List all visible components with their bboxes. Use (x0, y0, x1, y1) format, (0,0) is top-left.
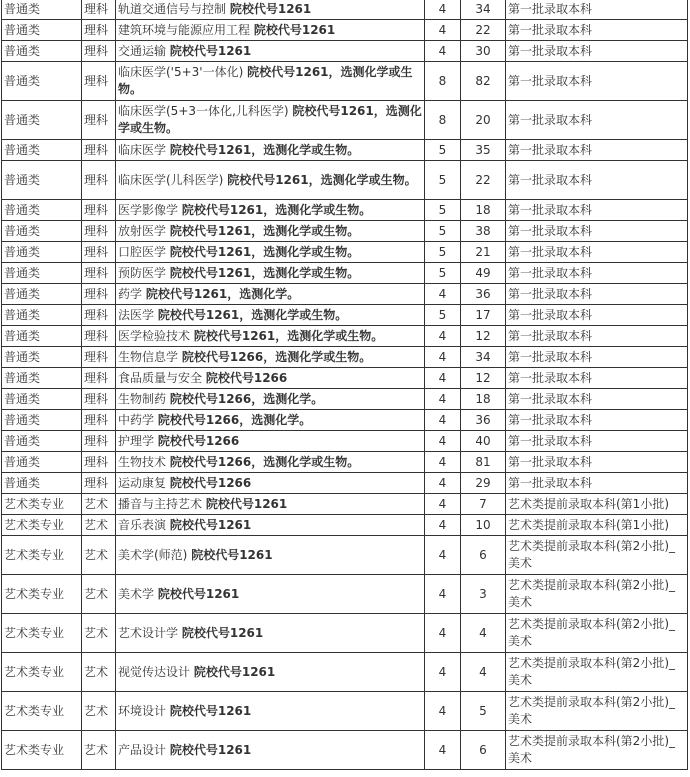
batch-cell: 艺术类提前录取本科(第2小批)_美术 (506, 692, 688, 731)
major-name: 交通运输 (118, 43, 167, 58)
subject-cell: 理科 (82, 200, 116, 221)
batch-cell: 第一批录取本科 (506, 62, 688, 101)
table-row (2, 161, 688, 200)
batch-cell: 第一批录取本科 (506, 140, 688, 161)
major-cell (116, 473, 425, 494)
major-note: 院校代号1261，选测化学或生物。 (181, 202, 372, 217)
major-note: 院校代号1261 (191, 547, 273, 562)
major-cell (116, 326, 425, 347)
plan-count-cell: 10 (461, 515, 506, 536)
category-cell: 普通类 (2, 389, 82, 410)
years-cell: 4 (425, 473, 461, 494)
major-name: 运动康复 (118, 475, 167, 490)
batch-cell: 艺术类提前录取本科(第2小批)_美术 (506, 731, 688, 770)
batch-cell: 第一批录取本科 (506, 431, 688, 452)
category-cell: 普通类 (2, 161, 82, 200)
batch-cell: 第一批录取本科 (506, 200, 688, 221)
plan-count-cell: 18 (461, 200, 506, 221)
major-note: 院校代号1261 (229, 1, 312, 16)
major-note: 院校代号1261 (193, 664, 276, 679)
major-note: 院校代号1261，选测化学或生物。 (227, 172, 417, 187)
major-note: 院校代号1261，选测化学。 (145, 286, 300, 301)
subject-cell: 理科 (82, 410, 116, 431)
major-name: 生物信息学 (118, 349, 179, 364)
category-cell: 普通类 (2, 140, 82, 161)
major-name: 产品设计 (118, 742, 167, 757)
major-cell (116, 101, 425, 140)
batch-cell: 第一批录取本科 (506, 347, 688, 368)
major-note: 院校代号1261 (181, 625, 264, 640)
table-row (2, 263, 688, 284)
batch-cell: 第一批录取本科 (506, 242, 688, 263)
years-cell: 4 (425, 692, 461, 731)
plan-count-cell: 22 (461, 161, 506, 200)
batch-cell: 艺术类提前录取本科(第1小批) (506, 494, 688, 515)
major-cell (116, 305, 425, 326)
years-cell: 4 (425, 575, 461, 614)
subject-cell: 艺术 (82, 692, 116, 731)
years-cell: 4 (425, 431, 461, 452)
major-note: 院校代号1261，选测化学或生物。 (193, 328, 384, 343)
plan-count-cell: 18 (461, 389, 506, 410)
plan-count-cell: 12 (461, 326, 506, 347)
subject-cell: 理科 (82, 263, 116, 284)
category-cell: 普通类 (2, 221, 82, 242)
batch-cell: 第一批录取本科 (506, 101, 688, 140)
major-cell (116, 140, 425, 161)
years-cell: 8 (425, 62, 461, 101)
major-name: 护理学 (118, 433, 155, 448)
batch-cell: 第一批录取本科 (506, 41, 688, 62)
major-note: 院校代号1261 (157, 586, 240, 601)
years-cell: 4 (425, 20, 461, 41)
batch-cell: 第一批录取本科 (506, 284, 688, 305)
table-row (2, 41, 688, 62)
major-note: 院校代号1261，选测化学或生物。 (169, 223, 360, 238)
major-name: 预防医学 (118, 265, 167, 280)
batch-cell: 第一批录取本科 (506, 452, 688, 473)
major-cell (116, 653, 425, 692)
major-note: 院校代号1266，选测化学或生物。 (181, 349, 372, 364)
subject-cell: 理科 (82, 161, 116, 200)
years-cell: 4 (425, 368, 461, 389)
major-note: 院校代号1266，选测化学或生物。 (169, 454, 360, 469)
table-row (2, 614, 688, 653)
category-cell: 艺术类专业 (2, 614, 82, 653)
plan-count-cell: 36 (461, 410, 506, 431)
table-row (2, 347, 688, 368)
subject-cell: 理科 (82, 242, 116, 263)
admission-plan-table (1, 0, 688, 770)
years-cell: 4 (425, 41, 461, 62)
major-note: 院校代号1266 (169, 475, 252, 490)
major-cell (116, 41, 425, 62)
table-row (2, 368, 688, 389)
table-row (2, 731, 688, 770)
subject-cell: 理科 (82, 41, 116, 62)
plan-count-cell: 21 (461, 242, 506, 263)
plan-count-cell: 6 (461, 536, 506, 575)
batch-cell: 第一批录取本科 (506, 20, 688, 41)
major-cell (116, 431, 425, 452)
batch-cell: 第一批录取本科 (506, 326, 688, 347)
major-name: 药学 (118, 286, 143, 301)
category-cell: 普通类 (2, 263, 82, 284)
plan-count-cell: 22 (461, 20, 506, 41)
subject-cell: 理科 (82, 62, 116, 101)
major-cell (116, 200, 425, 221)
major-cell (116, 242, 425, 263)
category-cell: 艺术类专业 (2, 731, 82, 770)
table-row (2, 140, 688, 161)
years-cell: 5 (425, 140, 461, 161)
major-name: 临床医学 (118, 142, 167, 157)
major-name: 医学影像学 (118, 202, 179, 217)
plan-count-cell: 4 (461, 614, 506, 653)
years-cell: 5 (425, 161, 461, 200)
major-name: 法医学 (118, 307, 155, 322)
major-name: 播音与主持艺术 (118, 496, 203, 511)
major-note: 院校代号1266，选测化学。 (169, 391, 324, 406)
major-name: 建筑环境与能源应用工程 (118, 22, 251, 37)
major-name: 轨道交通信号与控制 (118, 1, 227, 16)
table-row (2, 242, 688, 263)
table-row (2, 101, 688, 140)
category-cell: 普通类 (2, 62, 82, 101)
major-cell (116, 221, 425, 242)
subject-cell: 理科 (82, 326, 116, 347)
plan-count-cell: 38 (461, 221, 506, 242)
subject-cell: 理科 (82, 20, 116, 41)
major-cell (116, 410, 425, 431)
batch-cell: 第一批录取本科 (506, 389, 688, 410)
subject-cell: 理科 (82, 0, 116, 20)
subject-cell: 艺术 (82, 515, 116, 536)
plan-count-cell: 6 (461, 731, 506, 770)
plan-count-cell: 29 (461, 473, 506, 494)
major-name: 临床医学('5+3'一体化) (118, 65, 244, 79)
years-cell: 4 (425, 731, 461, 770)
major-name: 艺术设计学 (118, 625, 179, 640)
major-note: 院校代号1261 (169, 703, 252, 718)
major-note: 院校代号1261，选测化学或生物。 (118, 65, 413, 96)
category-cell: 艺术类专业 (2, 494, 82, 515)
major-name: 放射医学 (118, 223, 167, 238)
major-note: 院校代号1261，选测化学或生物。 (118, 104, 422, 135)
years-cell: 8 (425, 101, 461, 140)
years-cell: 4 (425, 410, 461, 431)
table-row (2, 692, 688, 731)
subject-cell: 艺术 (82, 536, 116, 575)
major-cell (116, 20, 425, 41)
category-cell: 普通类 (2, 473, 82, 494)
major-name: 食品质量与安全 (118, 370, 203, 385)
subject-cell: 艺术 (82, 653, 116, 692)
major-name: 临床医学(儿科医学) (118, 172, 224, 187)
plan-count-cell: 40 (461, 431, 506, 452)
years-cell: 5 (425, 263, 461, 284)
category-cell: 普通类 (2, 452, 82, 473)
category-cell: 普通类 (2, 284, 82, 305)
years-cell: 4 (425, 536, 461, 575)
major-cell (116, 161, 425, 200)
table-body (2, 0, 688, 770)
table-row (2, 221, 688, 242)
batch-cell: 第一批录取本科 (506, 263, 688, 284)
major-cell (116, 263, 425, 284)
major-cell (116, 515, 425, 536)
table-row (2, 515, 688, 536)
batch-cell: 艺术类提前录取本科(第2小批)_美术 (506, 536, 688, 575)
plan-count-cell: 4 (461, 653, 506, 692)
years-cell: 4 (425, 284, 461, 305)
major-cell (116, 284, 425, 305)
years-cell: 4 (425, 653, 461, 692)
years-cell: 4 (425, 326, 461, 347)
table-row (2, 326, 688, 347)
category-cell: 普通类 (2, 410, 82, 431)
major-note: 院校代号1261 (205, 496, 288, 511)
subject-cell: 理科 (82, 473, 116, 494)
batch-cell: 第一批录取本科 (506, 305, 688, 326)
plan-count-cell: 7 (461, 494, 506, 515)
plan-count-cell: 81 (461, 452, 506, 473)
major-cell (116, 494, 425, 515)
major-cell (116, 692, 425, 731)
subject-cell: 理科 (82, 431, 116, 452)
table-row (2, 305, 688, 326)
category-cell: 普通类 (2, 431, 82, 452)
batch-cell: 艺术类提前录取本科(第2小批)_美术 (506, 653, 688, 692)
plan-count-cell: 82 (461, 62, 506, 101)
major-note: 院校代号1261，选测化学或生物。 (169, 142, 360, 157)
major-cell (116, 347, 425, 368)
plan-count-cell: 30 (461, 41, 506, 62)
batch-cell: 艺术类提前录取本科(第2小批)_美术 (506, 614, 688, 653)
major-note: 院校代号1261 (169, 43, 252, 58)
subject-cell: 理科 (82, 284, 116, 305)
category-cell: 普通类 (2, 347, 82, 368)
table-row (2, 473, 688, 494)
table-row (2, 452, 688, 473)
plan-count-cell: 20 (461, 101, 506, 140)
table-row (2, 653, 688, 692)
major-note: 院校代号1261，选测化学或生物。 (169, 244, 360, 259)
batch-cell: 第一批录取本科 (506, 368, 688, 389)
category-cell: 普通类 (2, 0, 82, 20)
category-cell: 普通类 (2, 305, 82, 326)
batch-cell: 第一批录取本科 (506, 473, 688, 494)
years-cell: 5 (425, 305, 461, 326)
major-cell (116, 731, 425, 770)
batch-cell: 第一批录取本科 (506, 161, 688, 200)
subject-cell: 理科 (82, 452, 116, 473)
major-name: 音乐表演 (118, 517, 167, 532)
category-cell: 普通类 (2, 368, 82, 389)
major-name: 口腔医学 (118, 244, 167, 259)
table-row (2, 284, 688, 305)
plan-count-cell: 34 (461, 0, 506, 20)
subject-cell: 理科 (82, 389, 116, 410)
plan-count-cell: 35 (461, 140, 506, 161)
subject-cell: 艺术 (82, 494, 116, 515)
table-row (2, 575, 688, 614)
category-cell: 普通类 (2, 200, 82, 221)
major-name: 生物制药 (118, 391, 167, 406)
years-cell: 4 (425, 452, 461, 473)
batch-cell: 艺术类提前录取本科(第1小批) (506, 515, 688, 536)
category-cell: 普通类 (2, 242, 82, 263)
subject-cell: 理科 (82, 368, 116, 389)
major-note: 院校代号1266 (205, 370, 288, 385)
years-cell: 4 (425, 614, 461, 653)
subject-cell: 艺术 (82, 731, 116, 770)
years-cell: 4 (425, 0, 461, 20)
years-cell: 4 (425, 515, 461, 536)
batch-cell: 第一批录取本科 (506, 221, 688, 242)
table-row (2, 431, 688, 452)
table-row (2, 536, 688, 575)
major-cell (116, 575, 425, 614)
plan-count-cell: 5 (461, 692, 506, 731)
table-row (2, 410, 688, 431)
subject-cell: 理科 (82, 305, 116, 326)
table-row (2, 494, 688, 515)
category-cell: 普通类 (2, 326, 82, 347)
category-cell: 艺术类专业 (2, 575, 82, 614)
major-cell (116, 0, 425, 20)
category-cell: 艺术类专业 (2, 536, 82, 575)
category-cell: 艺术类专业 (2, 653, 82, 692)
major-note: 院校代号1261 (169, 517, 252, 532)
major-note: 院校代号1261 (253, 22, 336, 37)
major-note: 院校代号1266 (157, 433, 240, 448)
category-cell: 艺术类专业 (2, 692, 82, 731)
years-cell: 4 (425, 494, 461, 515)
major-note: 院校代号1261，选测化学或生物。 (157, 307, 348, 322)
plan-count-cell: 3 (461, 575, 506, 614)
batch-cell: 第一批录取本科 (506, 410, 688, 431)
major-name: 视觉传达设计 (118, 664, 191, 679)
table-row (2, 389, 688, 410)
subject-cell: 理科 (82, 140, 116, 161)
major-name: 医学检验技术 (118, 328, 191, 343)
category-cell: 普通类 (2, 101, 82, 140)
years-cell: 5 (425, 242, 461, 263)
plan-count-cell: 17 (461, 305, 506, 326)
years-cell: 4 (425, 347, 461, 368)
batch-cell: 第一批录取本科 (506, 0, 688, 20)
major-cell (116, 62, 425, 101)
subject-cell: 艺术 (82, 575, 116, 614)
subject-cell: 艺术 (82, 614, 116, 653)
years-cell: 5 (425, 200, 461, 221)
major-cell (116, 614, 425, 653)
plan-count-cell: 12 (461, 368, 506, 389)
major-cell (116, 368, 425, 389)
subject-cell: 理科 (82, 347, 116, 368)
subject-cell: 理科 (82, 101, 116, 140)
major-name: 生物技术 (118, 454, 167, 469)
major-cell (116, 536, 425, 575)
batch-cell: 艺术类提前录取本科(第2小批)_美术 (506, 575, 688, 614)
major-note: 院校代号1261，选测化学或生物。 (169, 265, 360, 280)
major-cell (116, 452, 425, 473)
table-row (2, 20, 688, 41)
table-row (2, 200, 688, 221)
major-name: 中药学 (118, 412, 155, 427)
category-cell: 艺术类专业 (2, 515, 82, 536)
major-cell (116, 389, 425, 410)
table-row (2, 0, 688, 20)
plan-count-cell: 34 (461, 347, 506, 368)
plan-count-cell: 49 (461, 263, 506, 284)
major-name: 美术学(师范) (118, 547, 188, 562)
major-note: 院校代号1261 (169, 742, 252, 757)
major-name: 环境设计 (118, 703, 167, 718)
table-row (2, 62, 688, 101)
category-cell: 普通类 (2, 41, 82, 62)
plan-count-cell: 36 (461, 284, 506, 305)
years-cell: 4 (425, 389, 461, 410)
years-cell: 5 (425, 221, 461, 242)
major-note: 院校代号1266，选测化学。 (157, 412, 312, 427)
subject-cell: 理科 (82, 221, 116, 242)
major-name: 美术学 (118, 586, 155, 601)
major-name: 临床医学(5+3一体化,儿科医学) (118, 104, 289, 118)
category-cell: 普通类 (2, 20, 82, 41)
